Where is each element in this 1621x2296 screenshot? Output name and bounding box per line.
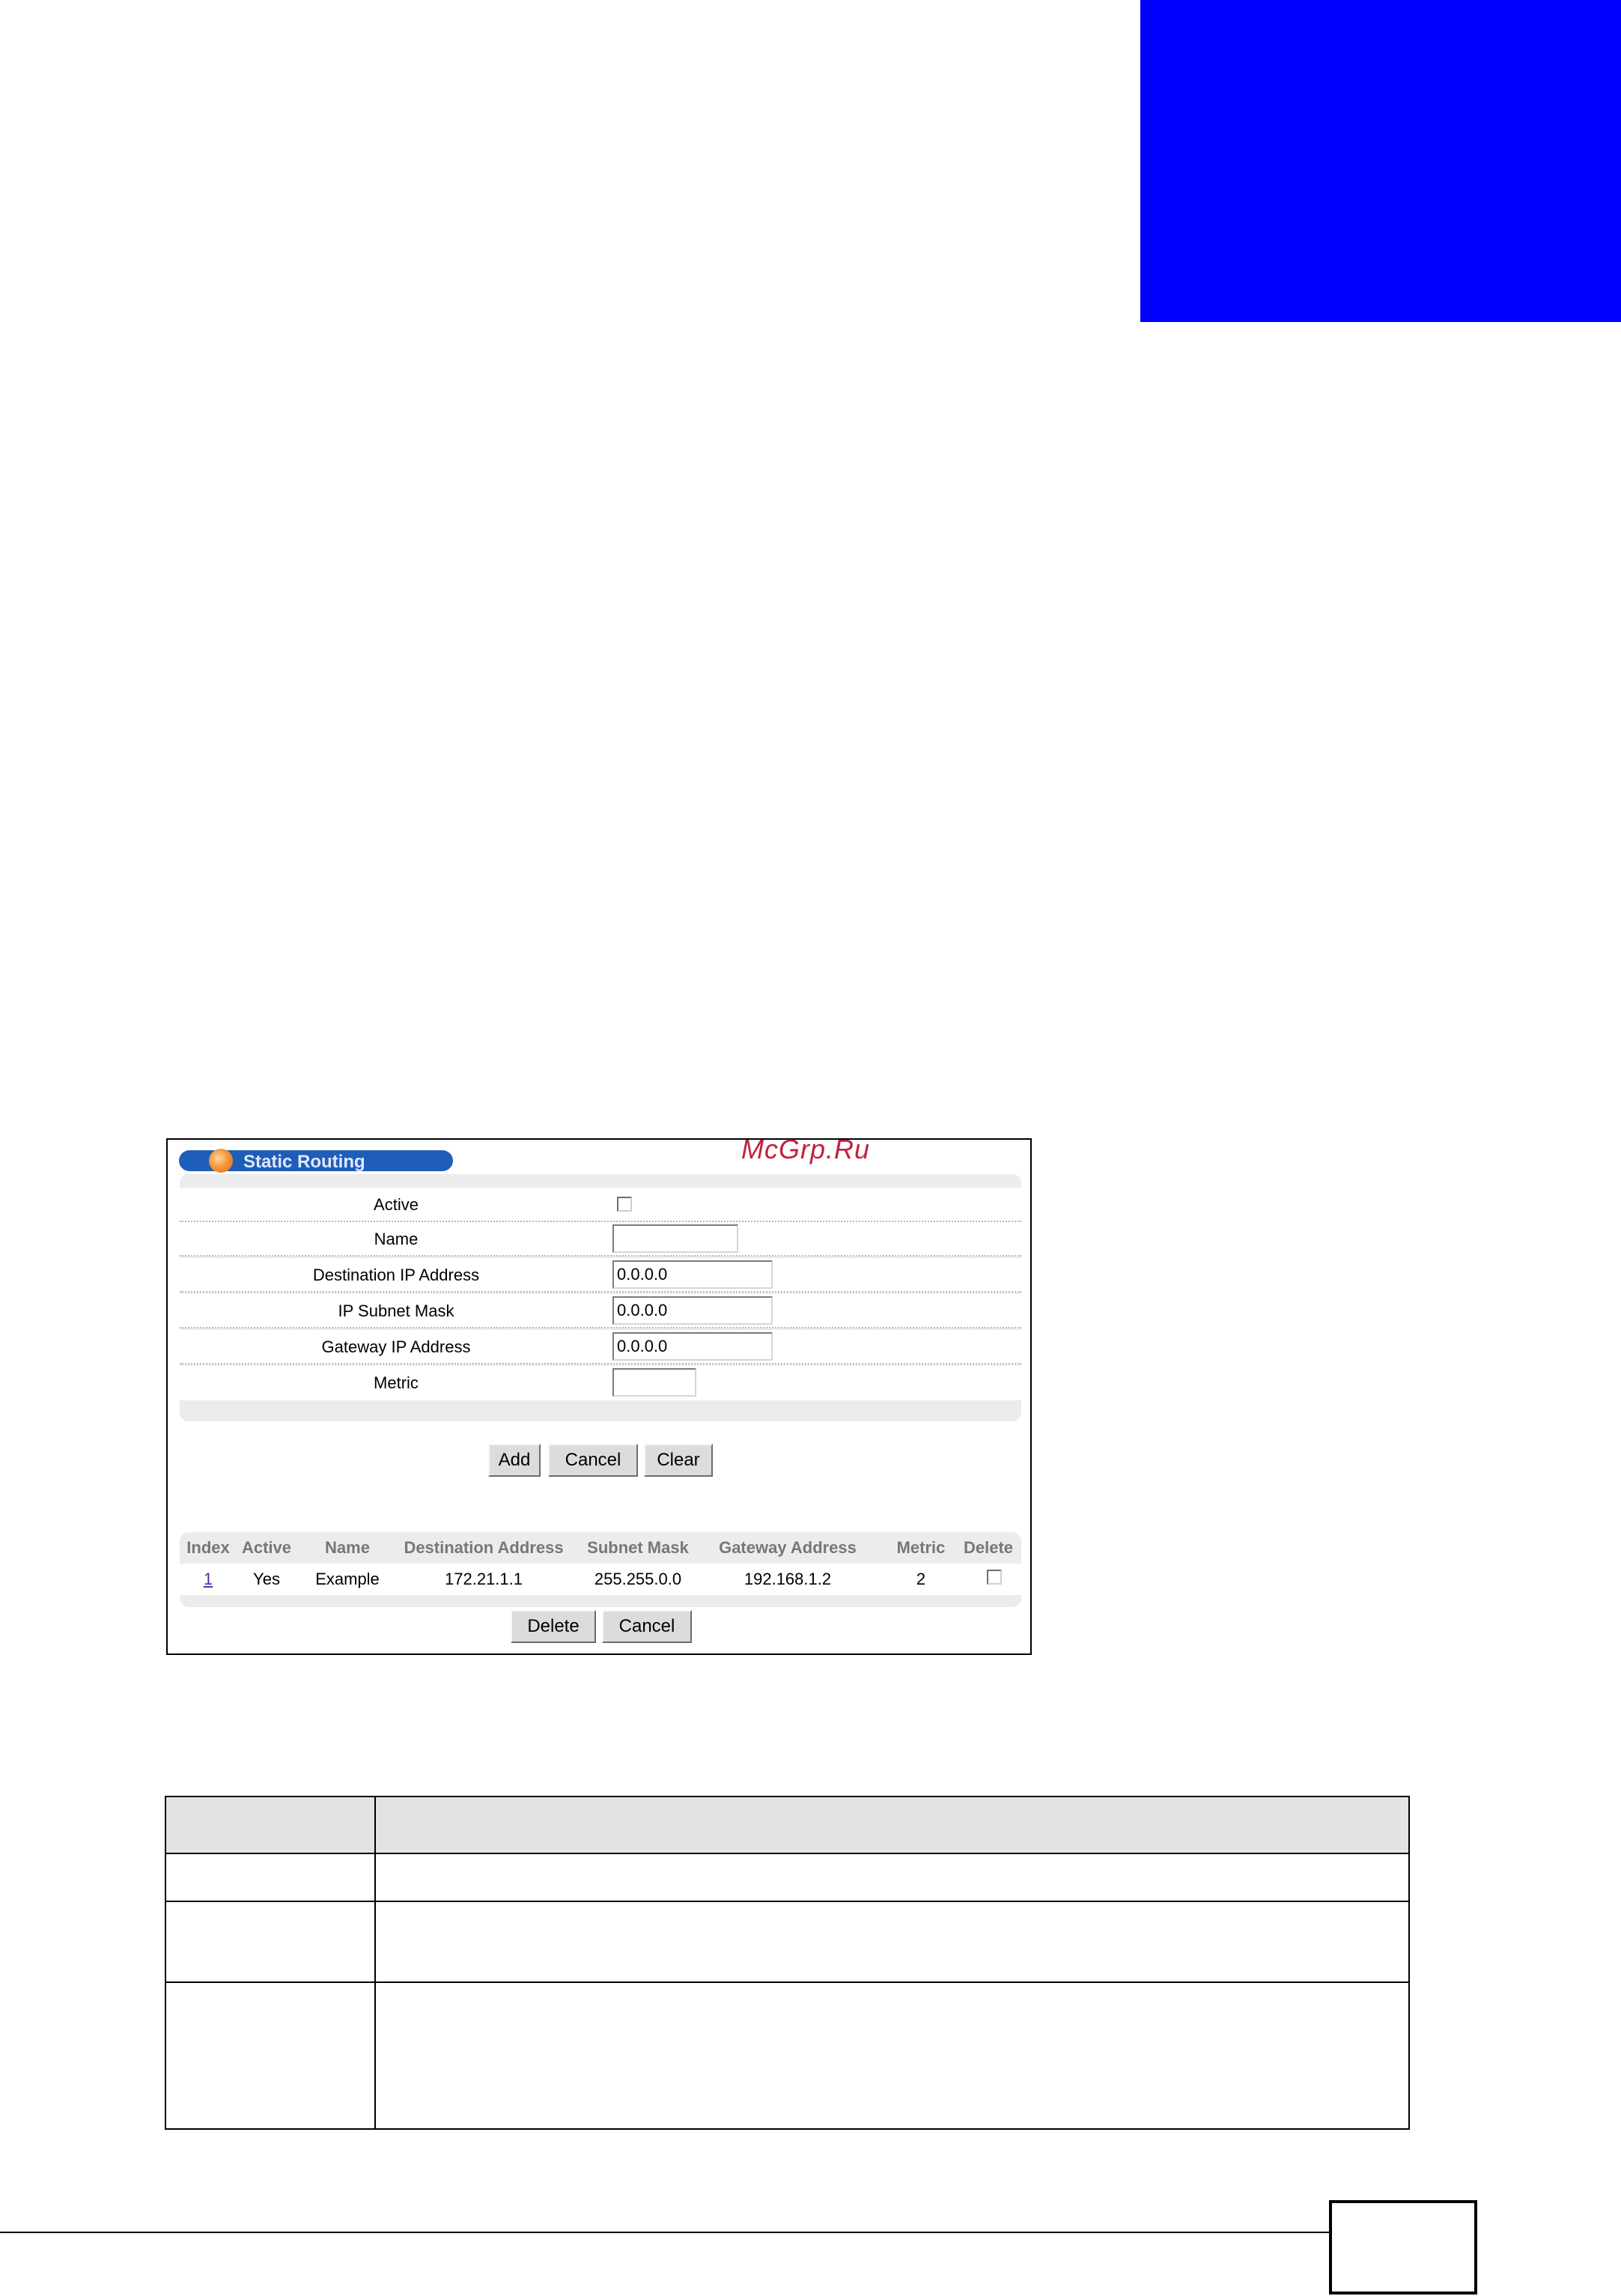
route-form — [180, 1174, 1021, 1421]
add-button[interactable]: Add — [488, 1444, 541, 1477]
metric-input[interactable] — [612, 1368, 696, 1397]
subnet-mask-label: IP Subnet Mask — [338, 1302, 454, 1320]
col-index: Index — [186, 1538, 230, 1557]
table-row — [165, 1982, 1409, 2129]
route-name: Example — [315, 1570, 380, 1588]
active-checkbox[interactable] — [617, 1197, 632, 1212]
destination-ip-row — [180, 1258, 1021, 1293]
destination-ip-label: Destination IP Address — [312, 1266, 480, 1284]
table-cell — [375, 1901, 1409, 1982]
watermark: McGrp.Ru — [741, 1134, 871, 1164]
table-header-cell — [375, 1797, 1409, 1853]
col-gateway: Gateway Address — [719, 1538, 857, 1557]
col-delete: Delete — [963, 1538, 1014, 1557]
name-label: Name — [374, 1230, 419, 1248]
page-number-box — [1329, 2200, 1477, 2295]
panel-title-bar — [179, 1150, 453, 1171]
name-input[interactable] — [612, 1224, 738, 1253]
col-metric: Metric — [896, 1538, 946, 1557]
subnet-mask-row — [180, 1294, 1021, 1328]
gateway-ip-input[interactable]: 0.0.0.0 — [612, 1332, 773, 1361]
destination-ip-input[interactable]: 0.0.0.0 — [612, 1260, 773, 1289]
route-delete-checkbox[interactable] — [987, 1570, 1002, 1585]
table-cell — [165, 1853, 375, 1901]
clear-button[interactable]: Clear — [644, 1444, 713, 1477]
route-destination: 172.21.1.1 — [445, 1570, 523, 1588]
delete-button[interactable]: Delete — [511, 1610, 596, 1643]
active-row — [180, 1188, 1021, 1222]
table-row — [180, 1564, 1021, 1595]
col-destination: Destination Address — [404, 1538, 564, 1557]
route-index-link[interactable]: 1 — [203, 1570, 213, 1588]
name-row — [180, 1222, 1021, 1257]
table-cell — [165, 1982, 375, 2129]
route-subnet: 255.255.0.0 — [594, 1570, 682, 1588]
chapter-color-block — [1140, 0, 1621, 322]
metric-label: Metric — [374, 1373, 419, 1392]
gateway-ip-row — [180, 1330, 1021, 1364]
col-active: Active — [241, 1538, 292, 1557]
route-gateway: 192.168.1.2 — [743, 1570, 832, 1588]
orange-bullet-icon — [209, 1149, 233, 1173]
list-cancel-button[interactable]: Cancel — [602, 1610, 692, 1643]
table-cell — [375, 1853, 1409, 1901]
table-row — [165, 1901, 1409, 1982]
cancel-button[interactable]: Cancel — [548, 1444, 638, 1477]
route-list-header — [180, 1532, 1021, 1564]
table-cell — [375, 1982, 1409, 2129]
panel-title: Static Routing — [243, 1152, 365, 1172]
static-routing-screenshot — [166, 1134, 1032, 1655]
metric-row — [180, 1366, 1021, 1400]
gateway-ip-label: Gateway IP Address — [321, 1337, 471, 1356]
description-table — [165, 1796, 1410, 2130]
route-metric: 2 — [916, 1570, 926, 1588]
route-active: Yes — [253, 1570, 280, 1588]
table-row — [165, 1853, 1409, 1901]
footer-rule — [0, 2232, 1329, 2233]
table-header-cell — [165, 1797, 375, 1853]
route-list — [180, 1532, 1021, 1607]
table-cell — [165, 1901, 375, 1982]
col-name: Name — [325, 1538, 370, 1557]
col-subnet: Subnet Mask — [587, 1538, 689, 1557]
subnet-mask-input[interactable]: 0.0.0.0 — [612, 1296, 773, 1325]
active-label: Active — [374, 1195, 419, 1214]
table-header-row — [165, 1797, 1409, 1853]
